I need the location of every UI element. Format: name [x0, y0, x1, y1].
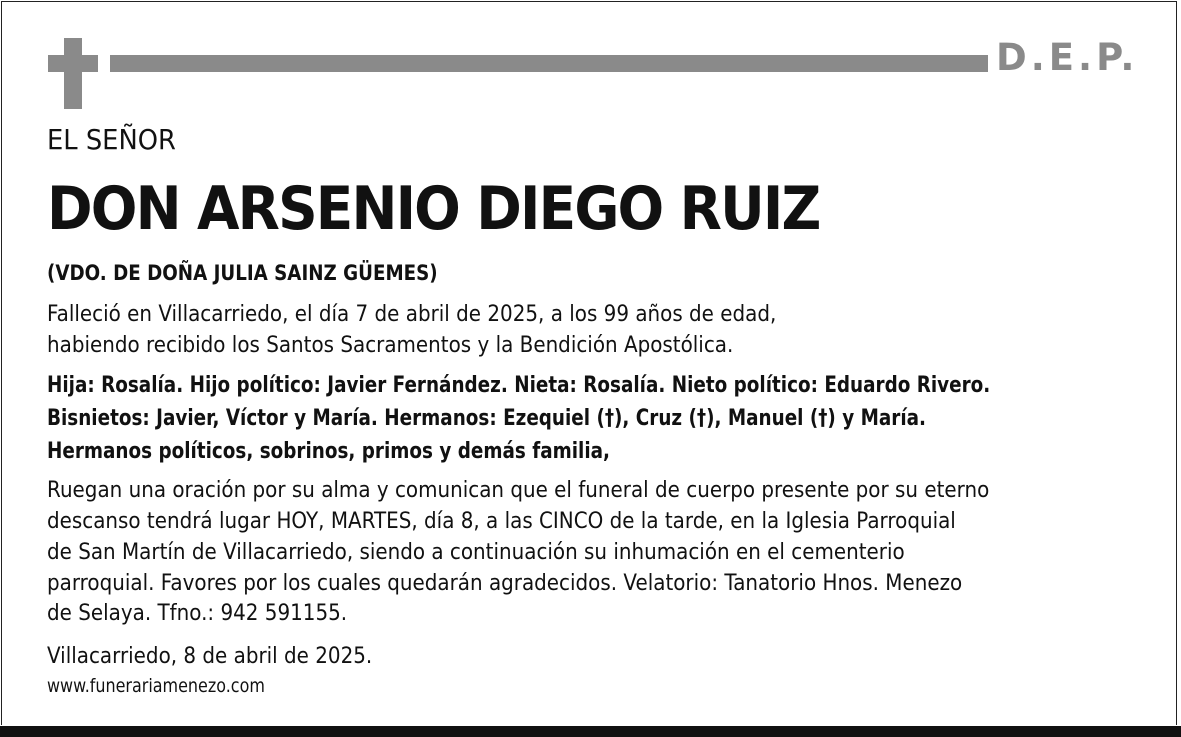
- death-line: Falleció en Villacarriedo, el día 7 de abril de 2025, a los 99 años de edad,: [47, 302, 777, 327]
- dep-label: D.E.P.: [996, 36, 1139, 79]
- cross-icon-arm: [48, 55, 98, 72]
- bottom-border: [0, 726, 1181, 737]
- cross-icon: [64, 38, 82, 109]
- funeral-line: de Selaya. Tfno.: 942 591155.: [47, 601, 348, 626]
- header-rule: [110, 55, 988, 72]
- funeral-line: de San Martín de Villacarriedo, siendo a continuación su inhumación en el cementerio: [47, 540, 905, 565]
- family-line: Hermanos políticos, sobrinos, primos y demás familia,: [47, 439, 611, 464]
- place-date: Villacarriedo, 8 de abril de 2025.: [47, 644, 373, 669]
- funeral-line: parroquial. Favores por los cuales quedarán agradecidos. Velatorio: Tanatorio Hnos. Menezo: [47, 571, 963, 596]
- deceased-name: DON ARSENIO DIEGO RUIZ: [47, 174, 820, 244]
- funeral-line: descanso tendrá lugar HOY, MARTES, día 8, a las CINCO de la tarde, en la Iglesia Parroquial: [47, 509, 956, 534]
- funeral-line: Ruegan una oración por su alma y comunican que el funeral de cuerpo presente por su eterno: [47, 478, 990, 503]
- website-link[interactable]: www.funerariamenezo.com: [47, 675, 265, 697]
- widower-of: (VDO. DE DOÑA JULIA SAINZ GÜEMES): [47, 261, 438, 285]
- family-line: Hija: Rosalía. Hijo político: Javier Fernández. Nieta: Rosalía. Nieto político: Eduardo Rivero.: [47, 373, 991, 398]
- family-line: Bisnietos: Javier, Víctor y María. Hermanos: Ezequiel (†), Cruz (†), Manuel (†) y María.: [47, 406, 926, 431]
- death-line: habiendo recibido los Santos Sacramentos y la Bendición Apostólica.: [47, 333, 734, 358]
- honorific: EL SEÑOR: [47, 123, 176, 156]
